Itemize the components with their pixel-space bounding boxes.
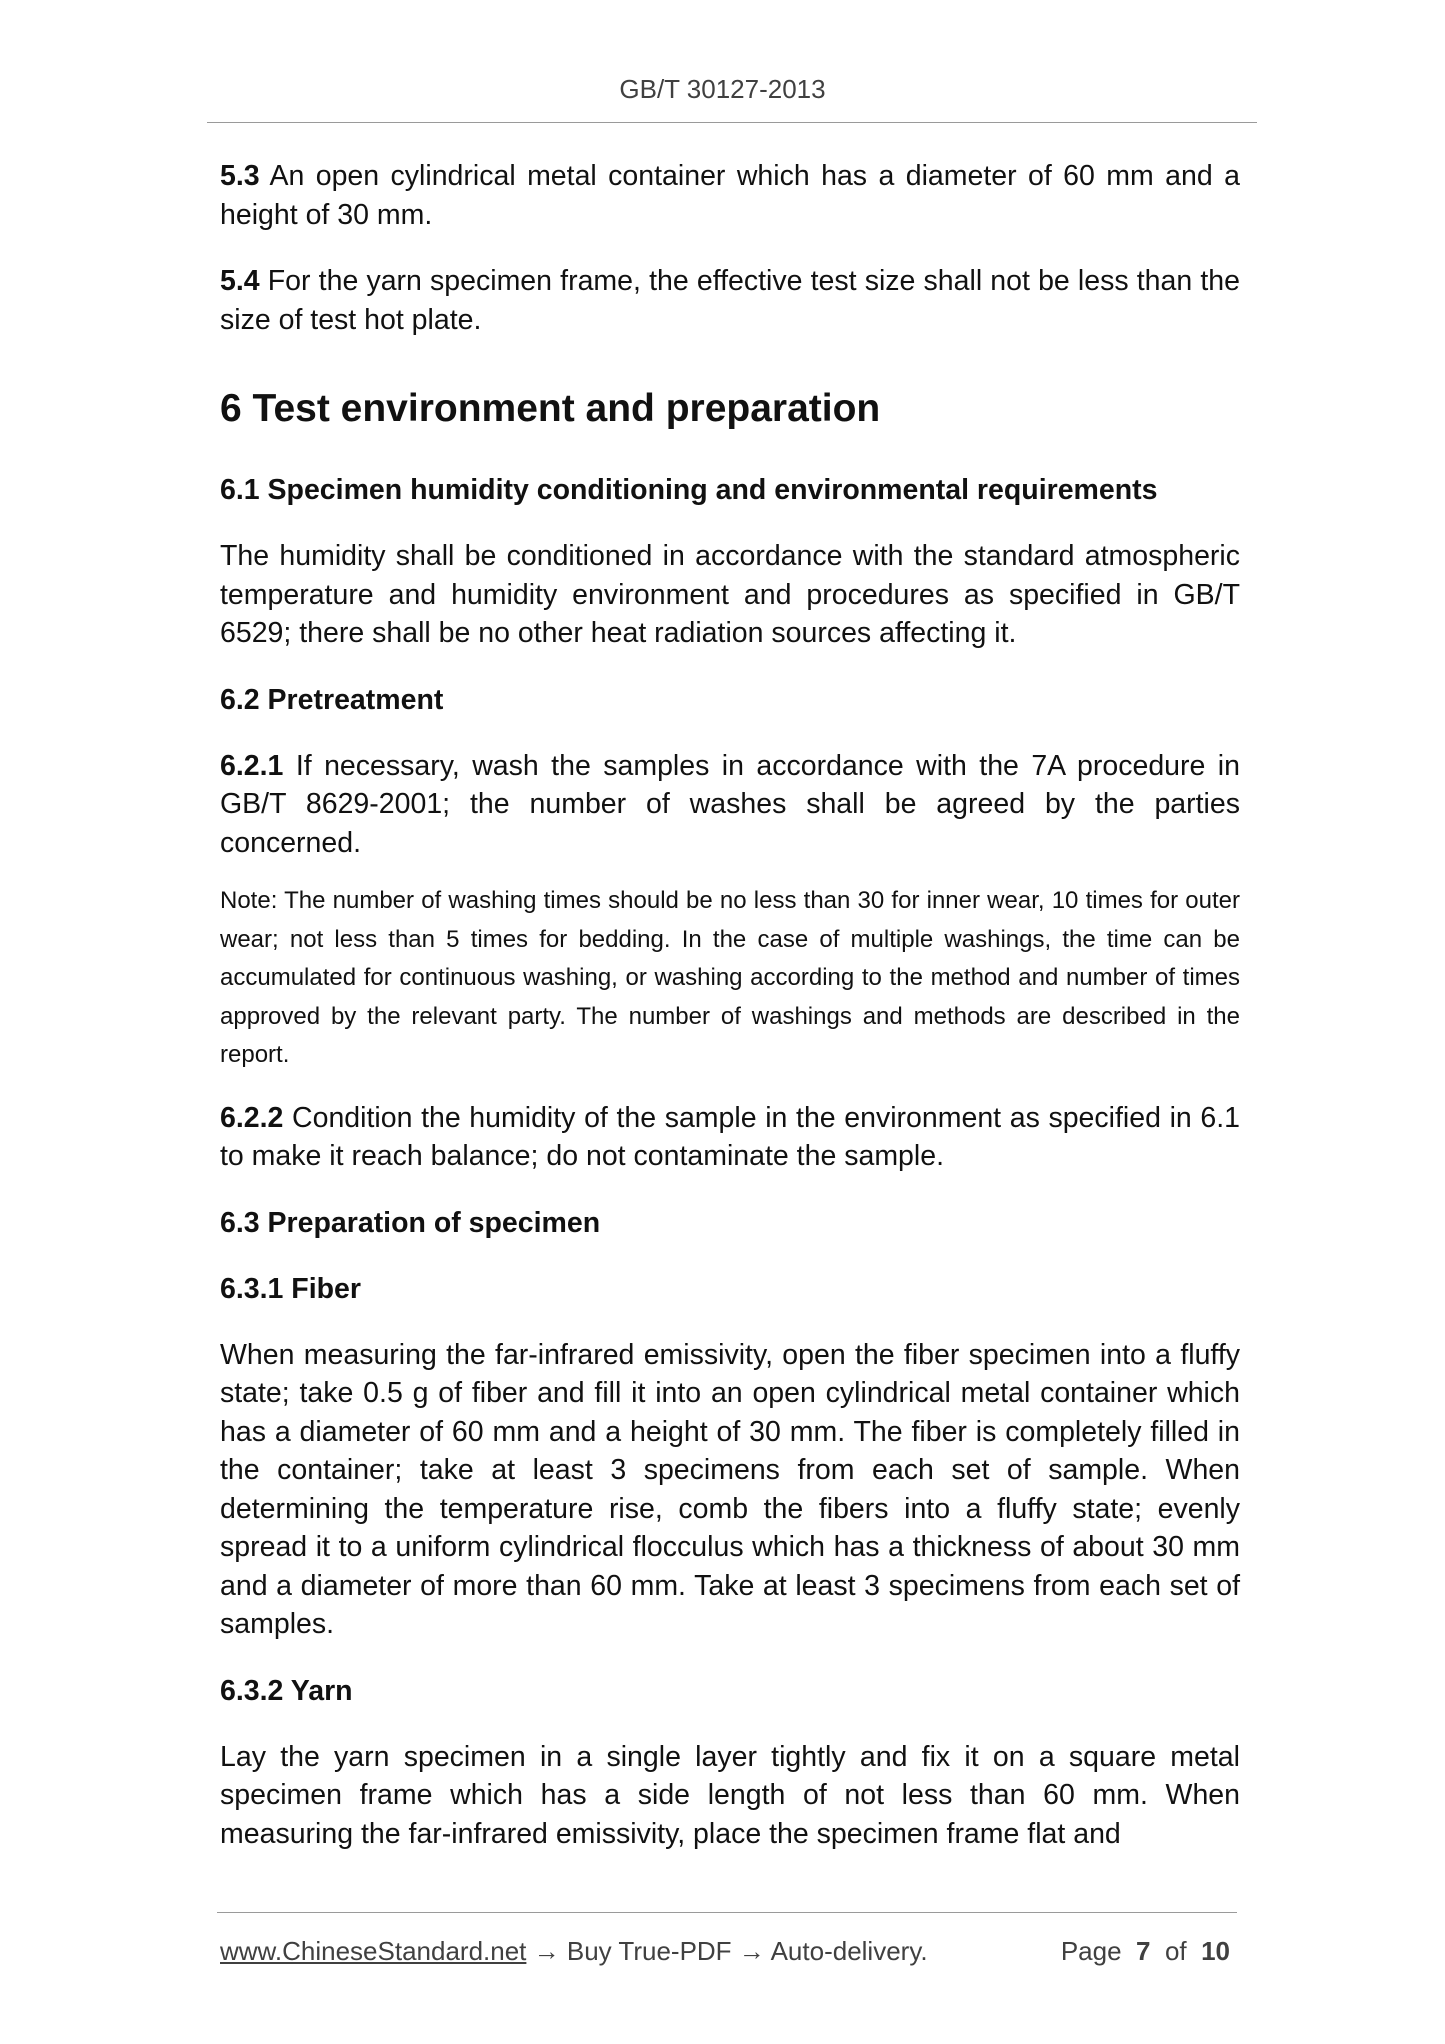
section-6-heading: 6 Test environment and preparation: [220, 387, 881, 430]
clause-6-2-1: [220, 747, 1240, 863]
section-6-2-heading: 6.2 Pretreatment: [220, 683, 444, 716]
clause-text: If necessary, wash the samples in accordance with the 7A procedure in GB/T 8629-2001; the number of washes shall be agreed by the parties concerned.: [220, 749, 1240, 859]
of-label: of: [1164, 1936, 1187, 1966]
clause-text: For the yarn specimen frame, the effective test size shall not be less than the size of test hot plate.: [220, 265, 1240, 336]
clause-number: 5.3: [220, 160, 260, 192]
arrow-icon: →: [731, 1936, 771, 1966]
section-6-3-2-body: Lay the yarn specimen in a single layer tightly and fix it on a square metal specimen frame which has a side length of not less than 60 mm. When measuring the far-infrared emissivity, place the specimen frame flat and: [220, 1740, 1240, 1850]
section-6-3-2-heading: 6.3.2 Yarn: [220, 1674, 353, 1707]
footer-divider: [217, 1912, 1237, 1913]
section-6-1-heading: 6.1 Specimen humidity conditioning and environmental requirements: [220, 474, 1158, 506]
buy-text: Buy True-PDF: [566, 1936, 732, 1966]
section-6-3-heading: 6.3 Preparation of specimen: [220, 1206, 601, 1239]
page-label: Page: [1060, 1936, 1122, 1966]
page-content: [220, 157, 1240, 1881]
section-6-3-1-body: When measuring the far-infrared emissivity, open the fiber specimen into a fluffy state; take 0.5 g of fiber and fill it into an open cylindrical metal container which has a diameter of 60 mm and a height of 30 mm. The fiber is completely filled in the container; take at least 3 specimens from each set of sample. When determining the temperature rise, comb the fibers into a fluffy state; evenly spread it to a uniform cylindrical flocculus which has a thickness of about 30 mm and a diameter of more than 60 mm. Take at least 3 specimens from each set of samples.: [220, 1338, 1240, 1641]
clause-5-3: [220, 157, 1240, 234]
clause-text: An open cylindrical metal container which has a diameter of 60 mm and a height of 30 mm.: [220, 160, 1240, 231]
website-link[interactable]: www.ChineseStandard.net: [220, 1936, 527, 1966]
page-total: 10: [1201, 1936, 1230, 1966]
delivery-text: Auto-delivery.: [770, 1936, 928, 1966]
clause-number: 5.4: [220, 265, 260, 297]
footer-promo: [220, 1936, 928, 1967]
clause-5-4: [220, 262, 1240, 339]
section-6-3-1-heading: 6.3.1 Fiber: [220, 1272, 361, 1305]
document-header: GB/T 30127-2013: [619, 74, 826, 104]
page-number: 7: [1136, 1936, 1151, 1966]
page-indicator: [1061, 1936, 1230, 1967]
header-divider: [207, 122, 1257, 123]
clause-number: 6.2.2: [220, 1101, 284, 1134]
arrow-icon: →: [526, 1936, 567, 1966]
clause-6-2-2: [220, 1099, 1240, 1176]
section-6-1-body: The humidity shall be conditioned in accordance with the standard atmospheric temperature and humidity environment and procedures as specified in GB/T 6529; there shall be no other heat radiation sources affecting it.: [220, 540, 1240, 649]
clause-number: 6.2.1: [220, 749, 284, 782]
washing-note: Note: The number of washing times should be no less than 30 for inner wear, 10 times for outer wear; not less than 5 times for bedding. In the case of multiple washings, the time can be accumulated for continuous washing, or washing according to the method and number of times approved by the relevant party. The number of washings and methods are described in the report.: [220, 887, 1240, 1069]
clause-text: Condition the humidity of the sample in the environment as specified in 6.1 to make it reach balance; do not contaminate the sample.: [220, 1101, 1240, 1173]
